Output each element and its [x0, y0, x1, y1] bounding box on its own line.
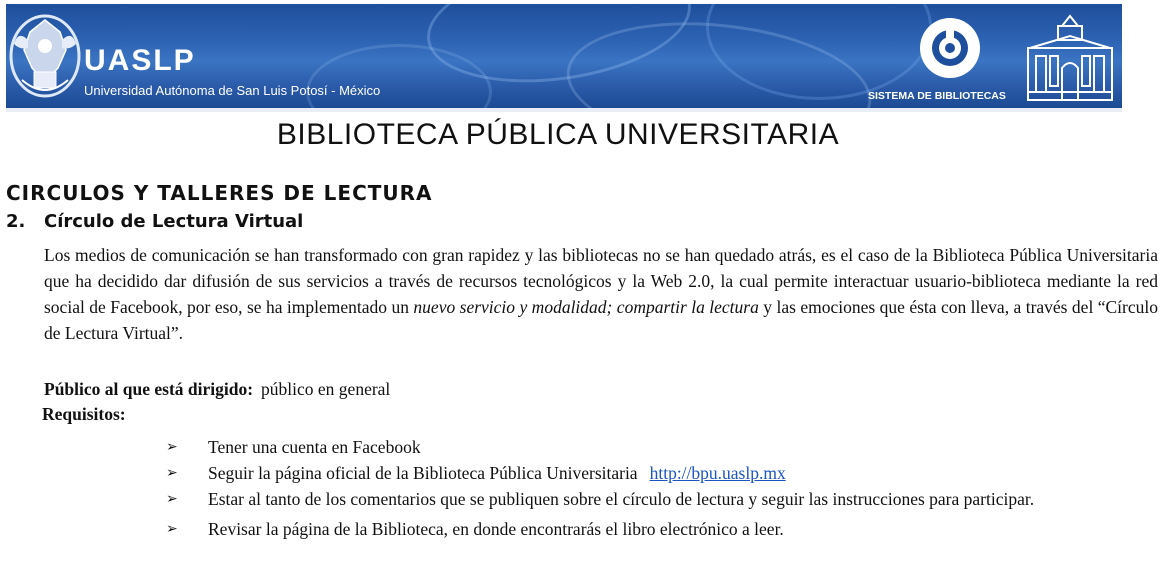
item-title: Círculo de Lectura Virtual	[44, 211, 304, 232]
library-system-logo-icon	[918, 14, 982, 82]
requirement-text: Tener una cuenta en Facebook	[208, 437, 421, 457]
paragraph-italic: nuevo servicio y modalidad; compartir la lectura	[413, 297, 759, 317]
requirements-label: Requisitos:	[42, 404, 126, 424]
university-crest-icon	[8, 10, 82, 100]
item-number: 2.	[6, 211, 26, 232]
section-heading: CIRCULOS Y TALLERES DE LECTURA	[6, 181, 433, 205]
audience-label: Público al que está dirigido:	[44, 379, 254, 399]
requirement-text: Revisar la página de la Biblioteca, en donde encontrarás el libro electrónico a leer.	[208, 519, 784, 539]
arrow-bullet-icon: ➢	[166, 465, 178, 481]
list-item	[164, 460, 1158, 486]
arrow-bullet-icon: ➢	[166, 521, 178, 537]
paragraph-text-1: Los medios de comunicación se han transformado con gran rapidez y las bibliotecas no se han quedado atrás, es el caso de la Biblioteca Pública Universitaria que ha decidido dar difusión de sus servicios a través de recursos tecnológicos y la Web 2.0, la cual permite interactuar usuario-biblioteca mediante la red social de Facebook, por eso, se ha implementado un	[44, 245, 1158, 317]
requirements-list	[164, 434, 1158, 542]
brand-title: UASLP	[84, 44, 196, 77]
paragraph-text-2: y las emociones que ésta con lleva, a través del “Círculo de Lectura Virtual”.	[44, 297, 1159, 343]
description-paragraph	[44, 242, 1158, 346]
list-item	[164, 516, 1158, 542]
item-heading	[6, 213, 303, 231]
arrow-bullet-icon: ➢	[166, 439, 178, 455]
page-title: BIBLIOTECA PÚBLICA UNIVERSITARIA	[276, 118, 840, 151]
requirement-text: Estar al tanto de los comentarios que se publiquen sobre el círculo de lectura y seguir las instrucciones para participar.	[208, 489, 1035, 509]
arrow-bullet-icon: ➢	[166, 491, 178, 507]
library-system-caption: SISTEMA DE BIBLIOTECAS	[868, 90, 1006, 102]
university-name: Universidad Autónoma de San Luis Potosí - México	[84, 83, 381, 98]
requirement-text: Seguir la página oficial de la Biblioteca Pública Universitaria	[208, 463, 638, 483]
audience-line	[44, 379, 390, 400]
library-website-link[interactable]: http://bpu.uaslp.mx	[649, 463, 786, 483]
list-item	[164, 486, 1158, 512]
library-building-icon	[1020, 12, 1120, 104]
list-item	[164, 434, 1158, 460]
header-banner	[6, 4, 1122, 112]
audience-value: público en general	[261, 379, 391, 399]
